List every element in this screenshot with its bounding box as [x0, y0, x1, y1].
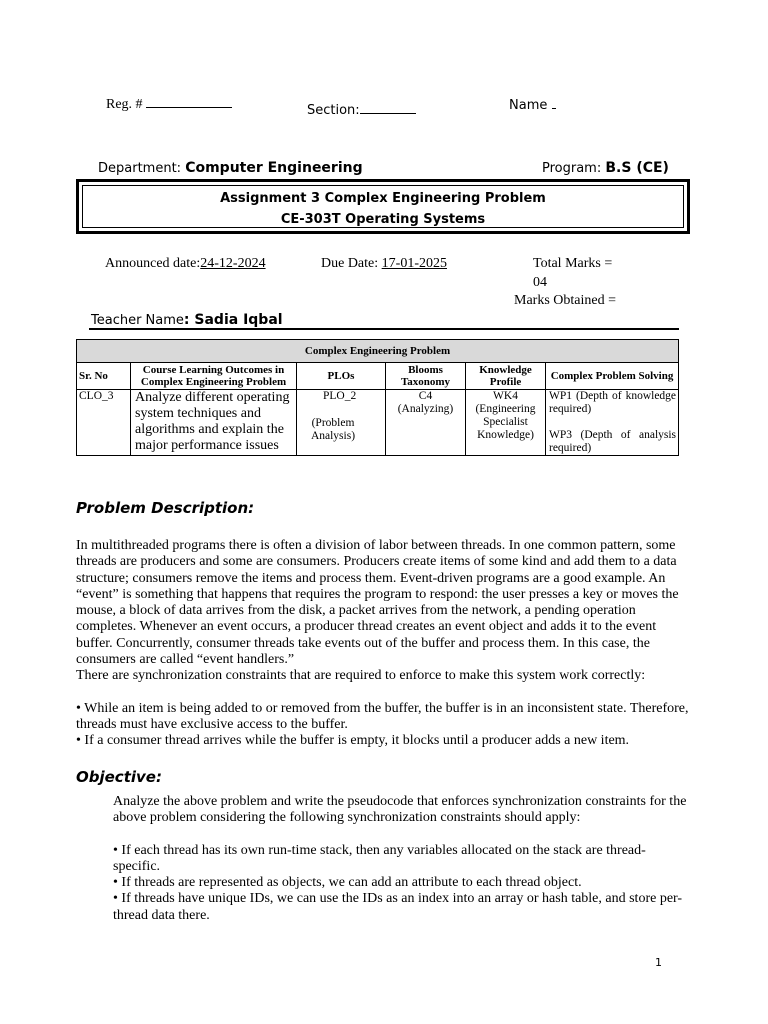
- page-number: 1: [655, 956, 662, 969]
- plo-desc: (Problem Analysis): [310, 417, 356, 442]
- objective-bullet-1: • If each thread has its own run-time stack, then any variables allocated on the stack are thread-specific.: [113, 842, 646, 874]
- clo-text: Analyze different operating system techniques and algorithms and explain the major performance issues: [135, 390, 290, 453]
- name-label: Name: [509, 98, 548, 113]
- department-value: Computer Engineering: [185, 160, 363, 176]
- cell-clo: [131, 390, 297, 456]
- reg-label: Reg. #: [106, 97, 143, 112]
- knowledge-desc: (Engineering Specialist Knowledge): [475, 403, 536, 441]
- cell-blooms: [386, 390, 466, 456]
- cell-sr-no: CLO_3: [77, 390, 131, 456]
- title-inner-border: [82, 185, 684, 228]
- col-header-plos: PLOs: [297, 363, 386, 390]
- blooms-desc: (Analyzing): [397, 403, 454, 415]
- due-value: 17-01-2025: [381, 256, 447, 271]
- objective-paragraph: Analyze the above problem and write the pseudocode that enforces synchronization constraints for the above problem considering the following synchronization constraints should apply:: [113, 794, 687, 826]
- section-field: [307, 100, 416, 118]
- due-label: Due Date:: [321, 256, 382, 271]
- objective-bullet-3: • If threads have unique IDs, we can use the IDs as an index into an array or hash table, and store per-thread data there.: [113, 891, 683, 923]
- due-date: [321, 256, 447, 272]
- col-header-cps: Complex Problem Solving: [546, 363, 679, 390]
- problem-heading: Problem Description:: [76, 499, 255, 517]
- knowledge-code: WK4: [493, 390, 518, 402]
- assignment-title: Assignment 3 Complex Engineering Problem: [220, 191, 546, 206]
- cell-knowledge: [466, 390, 546, 456]
- objective-heading: Objective:: [76, 768, 162, 786]
- col-header-sr-no: Sr. No: [77, 363, 131, 390]
- teacher-underline: [89, 328, 679, 330]
- table-caption: Complex Engineering Problem: [77, 340, 679, 363]
- department-field: [98, 160, 363, 176]
- table-row: [77, 390, 679, 456]
- total-marks-value: 04: [533, 275, 547, 290]
- announced-label: Announced date:: [105, 256, 201, 271]
- problem-body: [76, 538, 692, 750]
- constraints-intro: There are synchronization constraints that are required to enforce to make this system work correctly:: [76, 668, 646, 684]
- cps-wp1: WP1 (Depth of knowledge required): [549, 390, 677, 415]
- spacer: [76, 685, 692, 701]
- teacher-value: : Sadia Iqbal: [183, 312, 283, 328]
- blooms-code: C4: [418, 390, 433, 402]
- cps-wp3: WP3 (Depth of analysis required): [549, 429, 677, 454]
- teacher-label: Teacher Name: [91, 313, 184, 328]
- teacher-field: [91, 312, 283, 328]
- announced-value: 24-12-2024: [200, 256, 266, 271]
- program-label: Program:: [542, 161, 602, 176]
- announced-date: [105, 256, 266, 272]
- problem-bullet-1: • While an item is being added to or removed from the buffer, the buffer is in an inconsistent state. Therefore, threads must have exclusive access to the buffer.: [76, 700, 689, 732]
- cell-cps: [546, 390, 679, 456]
- clo-table: [76, 339, 679, 456]
- problem-paragraph: In multithreaded programs there is often a division of labor between threads. In one common pattern, some threads are producers and some are consumers. Producers create items of some kind and add them to a data structure; consumers remove the items and process them. Event-driven programs are a good example. An “event” is something that happens that requires the program to respond: the user presses a key or moves the mouse, a block of data arrives from the disk, a packet arrives from the network, a pending operation completes. Whenever an event occurs, a producer thread creates an event object and adds it to the event buffer. Concurrently, consumer threads take events out of the buffer and process them. In this case, the consumers are called “event handlers.”: [76, 538, 679, 668]
- col-header-blooms: Blooms Taxonomy: [386, 363, 466, 390]
- marks-obtained-label: Marks Obtained =: [514, 293, 616, 308]
- program-value: B.S (CE): [605, 160, 669, 176]
- program-field: [542, 160, 669, 176]
- section-blank: [360, 100, 416, 114]
- name-field: [509, 95, 556, 113]
- col-header-clo: Course Learning Outcomes in Complex Engineering Problem: [131, 363, 297, 390]
- name-blank: [552, 95, 556, 109]
- department-label: Department:: [98, 161, 182, 176]
- spacer: [113, 827, 689, 843]
- objective-bullet-2: • If threads are represented as objects, we can add an attribute to each thread object.: [113, 875, 582, 891]
- problem-bullet-2: • If a consumer thread arrives while the buffer is empty, it blocks until a producer adds a new item.: [76, 733, 630, 749]
- title-box: [76, 179, 690, 234]
- reg-blank: [146, 94, 232, 108]
- reg-field: [106, 94, 232, 113]
- total-marks-label: Total Marks =: [533, 256, 613, 271]
- section-label: Section:: [307, 103, 360, 118]
- col-header-knowledge: Knowledge Profile: [466, 363, 546, 390]
- cell-plo: [297, 390, 386, 456]
- objective-body: [113, 794, 689, 924]
- plo-code: PLO_2: [323, 390, 357, 402]
- course-title: CE-303T Operating Systems: [280, 212, 486, 227]
